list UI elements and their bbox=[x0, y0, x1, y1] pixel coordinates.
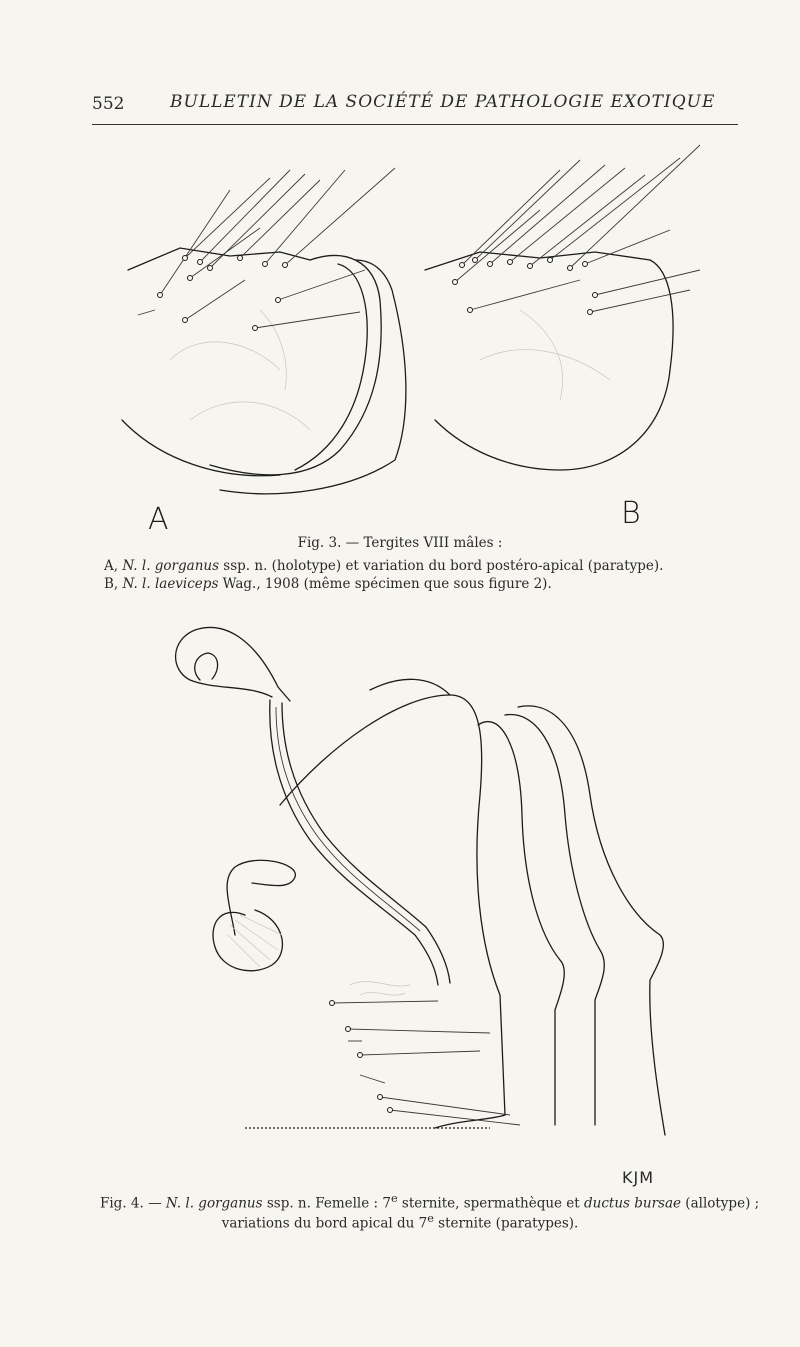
caption-superscript: e bbox=[427, 1212, 434, 1225]
figure-3b-label: B bbox=[621, 496, 641, 531]
figure-3b-drawing bbox=[420, 140, 720, 480]
illustrator-signature: KJM bbox=[622, 1168, 655, 1187]
page-header bbox=[92, 88, 740, 128]
page-number: 552 bbox=[92, 94, 125, 114]
figure-4-caption-line-1 bbox=[100, 1192, 759, 1212]
caption-label: Fig. 4. — bbox=[100, 1195, 166, 1212]
caption-text: Wag., 1908 (même spécimen que sous figure 2). bbox=[218, 576, 552, 592]
caption-text: ssp. n. (holotype) et variation du bord postéro-apical (paratype). bbox=[219, 558, 664, 574]
caption-prefix: A, bbox=[104, 558, 123, 574]
caption-prefix: B, bbox=[104, 576, 123, 592]
caption-italic: ductus bursae bbox=[584, 1195, 682, 1212]
header-rule bbox=[92, 124, 738, 125]
figure-4-drawing bbox=[160, 615, 680, 1145]
caption-taxon: N. l. gorganus bbox=[165, 1195, 263, 1212]
figure-4-caption-line-2 bbox=[0, 1212, 800, 1232]
caption-taxon: N. l. gorganus bbox=[122, 558, 220, 574]
caption-text: variations du bord apical du 7 bbox=[221, 1215, 428, 1232]
figure-3-caption-title: Fig. 3. — Tergites VIII mâles : bbox=[297, 535, 503, 551]
caption-taxon: N. l. laeviceps bbox=[122, 576, 219, 592]
figure-3-caption-line-b bbox=[104, 576, 552, 592]
running-title: BULLETIN DE LA SOCIÉTÉ DE PATHOLOGIE EXOTIQUE bbox=[170, 92, 716, 112]
figure-3-caption-line-a bbox=[104, 558, 663, 574]
caption-text: ssp. n. Femelle : 7 bbox=[262, 1195, 391, 1212]
caption-text: sternite (paratypes). bbox=[433, 1215, 579, 1232]
caption-text: sternite, spermathèque et bbox=[397, 1195, 585, 1212]
caption-text: (allotype) ; bbox=[681, 1195, 760, 1212]
figure-3a-label: A bbox=[148, 502, 169, 537]
caption-superscript: e bbox=[390, 1192, 398, 1205]
figure-3a-drawing bbox=[110, 160, 430, 510]
